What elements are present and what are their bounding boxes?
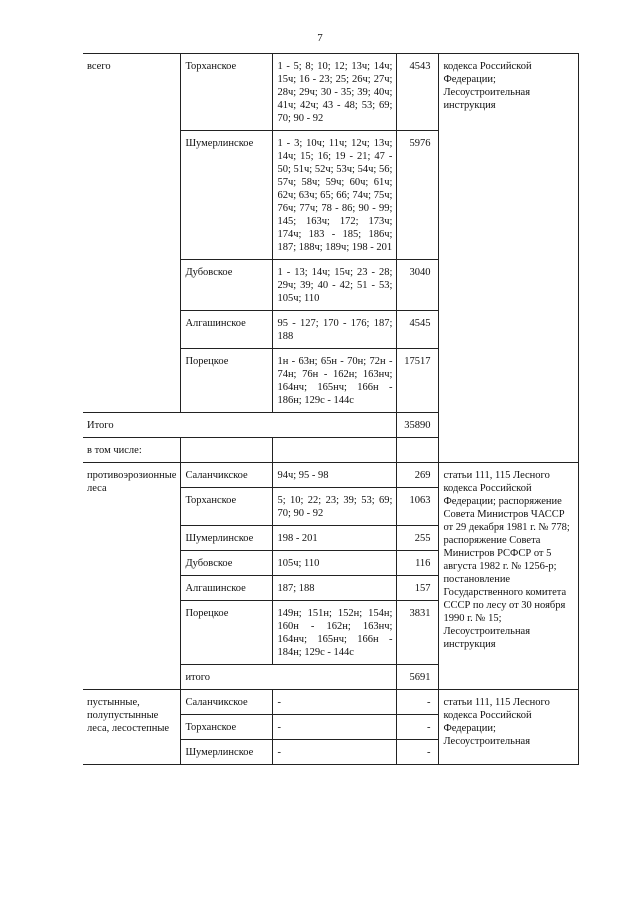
subtotal-area: 5691 xyxy=(397,665,439,690)
basis-cell: кодекса Российской Федерации; Лесоустроительная инструкция xyxy=(439,54,579,463)
area-cell: - xyxy=(397,740,439,765)
total-area: 35890 xyxy=(397,413,439,438)
district-cell: Торханское xyxy=(181,54,273,131)
quarters-cell: 1 - 5; 8; 10; 12; 13ч; 14ч; 15ч; 16 - 23; 25; 26ч; 27ч; 28ч; 29ч; 30 - 35; 39; 40ч; 41ч; 42ч; 43 - 48; 53; 69; 70; 90 - 92 xyxy=(273,54,397,131)
quarters-cell: 94ч; 95 - 98 xyxy=(273,463,397,488)
district-cell: Саланчикское xyxy=(181,463,273,488)
quarters-cell: 1н - 63н; 65н - 70н; 72н - 74н; 76н - 162н; 163нч; 164нч; 165нч; 166н - 186н; 129с - 144с xyxy=(273,349,397,413)
empty-cell xyxy=(273,438,397,463)
table-row xyxy=(83,690,579,715)
category-cell: пустынные, полупустынные леса, лесостепные xyxy=(83,690,181,765)
area-cell: 17517 xyxy=(397,349,439,413)
district-cell: Шумерлинское xyxy=(181,740,273,765)
page-number: 7 xyxy=(317,32,323,44)
subheader-label: в том числе: xyxy=(83,438,181,463)
district-cell: Шумерлинское xyxy=(181,131,273,260)
district-cell: Порецкое xyxy=(181,349,273,413)
district-cell: Дубовское xyxy=(181,551,273,576)
area-cell: 4543 xyxy=(397,54,439,131)
empty-cell xyxy=(397,438,439,463)
category-cell: всего xyxy=(83,54,181,413)
district-cell: Дубовское xyxy=(181,260,273,311)
quarters-cell: 198 - 201 xyxy=(273,526,397,551)
quarters-cell: 1 - 13; 14ч; 15ч; 23 - 28; 29ч; 39; 40 - 42; 51 - 53; 105ч; 110 xyxy=(273,260,397,311)
quarters-cell: - xyxy=(273,740,397,765)
district-cell: Саланчикское xyxy=(181,690,273,715)
area-cell: 1063 xyxy=(397,488,439,526)
area-cell: 5976 xyxy=(397,131,439,260)
area-cell: 269 xyxy=(397,463,439,488)
district-cell: Торханское xyxy=(181,715,273,740)
basis-cell: статьи 111, 115 Лесного кодекса Российской Федерации; распоряжение Совета Министров ЧАССР от 29 декабря 1981 г. № 778; распоряжение Совета Министров РСФСР от 5 августа 1982 г. № 1256-р; постановление Государственного комитета СССР по лесу от 30 ноября 1990 г. № 15; Лесоустроительная инструкция xyxy=(439,463,579,690)
quarters-cell: - xyxy=(273,715,397,740)
quarters-cell: 149н; 151н; 152н; 154н; 160н - 162н; 163нч; 164нч; 165нч; 166н - 184н; 129с - 144с xyxy=(273,601,397,665)
area-cell: - xyxy=(397,690,439,715)
quarters-cell: 1 - 3; 10ч; 11ч; 12ч; 13ч; 14ч; 15; 16; 19 - 21; 47 - 50; 51ч; 52ч; 53ч; 54ч; 56; 57ч; 58ч; 59ч; 60ч; 61ч; 62ч; 63ч; 65; 66; 74ч; 75ч; 76ч; 77ч; 78 - 86; 90 - 99; 145; 163ч; 172; 173ч; 174ч; 183 - 185; 186ч; 187; 188ч; 189ч; 198 - 201 xyxy=(273,131,397,260)
quarters-cell: 105ч; 110 xyxy=(273,551,397,576)
table-row xyxy=(83,54,579,131)
district-cell: Алгашинское xyxy=(181,311,273,349)
district-cell: Порецкое xyxy=(181,601,273,665)
quarters-cell: 95 - 127; 170 - 176; 187; 188 xyxy=(273,311,397,349)
district-cell: Алгашинское xyxy=(181,576,273,601)
table-row xyxy=(83,463,579,488)
area-cell: 4545 xyxy=(397,311,439,349)
total-label: Итого xyxy=(83,413,397,438)
area-cell: 255 xyxy=(397,526,439,551)
forest-table xyxy=(83,53,579,765)
basis-cell: статьи 111, 115 Лесного кодекса Российской Федерации; Лесоустроительная xyxy=(439,690,579,765)
area-cell: - xyxy=(397,715,439,740)
district-cell: Шумерлинское xyxy=(181,526,273,551)
category-cell: противоэрозионные леса xyxy=(83,463,181,690)
district-cell: Торханское xyxy=(181,488,273,526)
area-cell: 116 xyxy=(397,551,439,576)
empty-cell xyxy=(181,438,273,463)
area-cell: 157 xyxy=(397,576,439,601)
quarters-cell: 5; 10; 22; 23; 39; 53; 69; 70; 90 - 92 xyxy=(273,488,397,526)
quarters-cell: - xyxy=(273,690,397,715)
subtotal-label: итого xyxy=(181,665,397,690)
area-cell: 3040 xyxy=(397,260,439,311)
quarters-cell: 187; 188 xyxy=(273,576,397,601)
area-cell: 3831 xyxy=(397,601,439,665)
